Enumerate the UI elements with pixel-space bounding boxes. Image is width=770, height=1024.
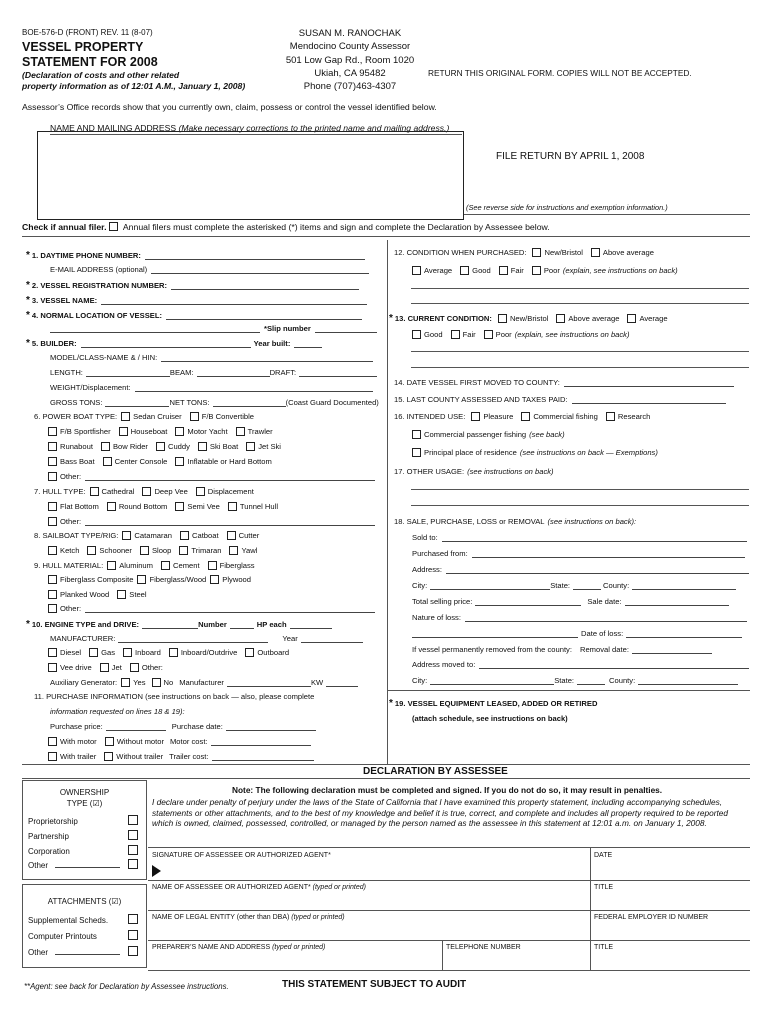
checkbox-q12-poor[interactable]: [532, 266, 541, 275]
annual-filer-checkbox[interactable]: [109, 222, 118, 231]
hull-row2: Flat Bottom Round Bottom Semi Vee Tunnel Hull: [48, 502, 286, 511]
attach-other-field[interactable]: [55, 947, 120, 955]
weight-field[interactable]: [135, 384, 373, 392]
checkbox-fiberglass-composite[interactable]: [48, 575, 57, 584]
checkbox-gas[interactable]: [89, 648, 98, 657]
assessee-name-field[interactable]: [152, 893, 588, 907]
purchase-date-field[interactable]: [226, 723, 316, 731]
address-moved-field[interactable]: [479, 661, 749, 669]
nature-loss-field-2[interactable]: [412, 630, 578, 638]
checkbox-fb-convertible[interactable]: [190, 412, 199, 421]
q15-last-county: 15. LAST COUNTY ASSESSED AND TAXES PAID:: [394, 395, 726, 404]
hull-other-field[interactable]: [85, 518, 375, 526]
sail-row2: Ketch Schooner Sloop Trimaran Yawl: [48, 546, 265, 555]
form-subtitle-line2: property information as of 12:01 A.M., January 1, 2008): [22, 81, 246, 91]
eng-row1: Diesel Gas Inboard Inboard/Outdrive Outboard: [48, 648, 297, 657]
location-field-2[interactable]: [50, 325, 260, 333]
sale-date-field[interactable]: [625, 598, 729, 606]
checkbox-pb-other[interactable]: [48, 472, 57, 481]
trailer-cost-field[interactable]: [212, 753, 314, 761]
date-loss-row: Date of loss:: [412, 629, 742, 638]
checkbox-flat-bottom[interactable]: [48, 502, 57, 511]
tons-row: GROSS TONS: NET TONS: (Coast Guard Documented): [50, 398, 379, 407]
checkbox-proprietorship[interactable]: [128, 815, 138, 825]
form-id: BOE-576-D (FRONT) REV. 11 (8-07): [22, 28, 153, 37]
assessor-title: Mendocino County Assessor: [289, 41, 411, 52]
net-tons-field[interactable]: [213, 399, 286, 407]
q16-intended-use: 16. INTENDED USE: Pleasure Commercial fishing Research: [394, 412, 651, 421]
checkbox-semi-vee[interactable]: [175, 502, 184, 511]
sold-to-field[interactable]: [442, 534, 747, 542]
aux-generator-row: Auxiliary Generator: Yes No Manufacturer KW: [50, 678, 358, 687]
checkbox-without-trailer[interactable]: [104, 752, 113, 761]
assessor-address1: 501 Low Gap Rd., Room 1020: [285, 55, 415, 66]
q10-engine: * 10. ENGINE TYPE and DRIVE: Number HP each: [26, 619, 332, 630]
address-moved-row: Address moved to:: [412, 660, 749, 669]
pb-row4: Bass Boat Center Console Inflatable or Hard Bottom: [48, 457, 280, 466]
declaration-note: Note: The following declaration must be completed and signed. If you do not do so, it may result in penalties.: [232, 785, 663, 795]
builder-field[interactable]: [81, 340, 251, 348]
state-field[interactable]: [573, 582, 601, 590]
year-built-field[interactable]: [294, 340, 322, 348]
ownership-title1: OWNERSHIP: [59, 788, 110, 797]
checkbox-with-motor[interactable]: [48, 737, 57, 746]
checkbox-jet[interactable]: [100, 663, 109, 672]
attach-other: Other: [28, 948, 49, 957]
q19-note: (attach schedule, see instructions on back): [412, 714, 568, 723]
checkbox-sedan-cruiser[interactable]: [121, 412, 130, 421]
draft-field[interactable]: [299, 369, 377, 377]
checkbox-inflatable[interactable]: [175, 457, 184, 466]
signature-field[interactable]: [164, 860, 588, 878]
checkbox-bow-rider[interactable]: [101, 442, 110, 451]
name-address-box[interactable]: [37, 131, 464, 220]
checkbox-inboard[interactable]: [123, 648, 132, 657]
q8-sailboat: 8. SAILBOAT TYPE/RIG: Catamaran Catboat Cutter: [34, 531, 260, 540]
annual-filer-row: Check if annual filer. Annual filers must complete the asterisked (*) items and sign and complete the Declaration by Assessee below.: [22, 222, 550, 232]
hull-other: Other:: [48, 517, 375, 526]
mat-other-field[interactable]: [85, 605, 375, 613]
sold-to-row: Sold to:: [412, 533, 747, 542]
checkbox-cutter[interactable]: [227, 531, 236, 540]
checkbox-outboard[interactable]: [245, 648, 254, 657]
email-field[interactable]: [151, 266, 369, 274]
checkbox-mat-other[interactable]: [48, 604, 57, 613]
q1-phone: * 1. DAYTIME PHONE NUMBER:: [26, 250, 365, 261]
checkbox-q13-average[interactable]: [627, 314, 636, 323]
preparer-title-label: TITLE: [594, 944, 614, 951]
checkbox-commercial-fishing[interactable]: [521, 412, 530, 421]
checkbox-q13-above[interactable]: [556, 314, 565, 323]
checkbox-plywood[interactable]: [210, 575, 219, 584]
checkbox-sloop[interactable]: [140, 546, 149, 555]
agent-note: **Agent: see back for Declaration by Assessee instructions.: [24, 982, 229, 991]
checkbox-aux-yes[interactable]: [121, 678, 130, 687]
manufacturer-row: MANUFACTURER: Year: [50, 634, 363, 643]
checkbox-vee-drive[interactable]: [48, 663, 57, 672]
address-field[interactable]: [446, 566, 749, 574]
checkbox-q13-fair[interactable]: [451, 330, 460, 339]
length-field[interactable]: [86, 369, 170, 377]
checkbox-planked-wood[interactable]: [48, 590, 57, 599]
return-notice: RETURN THIS ORIGINAL FORM. COPIES WILL NOT BE ACCEPTED.: [428, 68, 692, 78]
checkbox-q12-above[interactable]: [591, 248, 600, 257]
checkbox-aux-no[interactable]: [152, 678, 161, 687]
checkbox-q13-poor[interactable]: [484, 330, 493, 339]
q12-condition: 12. CONDITION WHEN PURCHASED: New/Bristol Above average: [394, 248, 654, 257]
county2-field[interactable]: [638, 677, 738, 685]
preparer-label: PREPARER’S NAME AND ADDRESS (typed or printed): [152, 944, 326, 951]
checkbox-supplemental[interactable]: [128, 914, 138, 924]
city2-row: City: State: County:: [412, 676, 738, 685]
generator-manufacturer-field[interactable]: [227, 679, 311, 687]
slip-row: *Slip number: [50, 324, 377, 333]
checkbox-own-other[interactable]: [128, 859, 138, 869]
q4-location: * 4. NORMAL LOCATION OF VESSEL:: [26, 310, 362, 321]
eng-row2: Vee drive Jet Other:: [48, 663, 171, 672]
q14-date-moved: 14. DATE VESSEL FIRST MOVED TO COUNTY:: [394, 378, 734, 387]
city-row: City: State: County:: [412, 581, 736, 590]
q5-builder: * 5. BUILDER: Year built:: [26, 338, 322, 349]
checkbox-engine-other[interactable]: [130, 663, 139, 672]
checkbox-attach-other[interactable]: [128, 946, 138, 956]
purchased-from-field[interactable]: [472, 550, 745, 558]
hp-field[interactable]: [290, 621, 332, 629]
checkbox-fb-sportfisher[interactable]: [48, 427, 57, 436]
form-title-line1: VESSEL PROPERTY: [22, 40, 144, 54]
date-loss-field[interactable]: [626, 630, 742, 638]
own-corporation: Corporation: [28, 847, 70, 856]
pb-other: Other:: [48, 472, 375, 481]
q3-vessel-name: * 3. VESSEL NAME:: [26, 295, 367, 306]
fein-label: FEDERAL EMPLOYER ID NUMBER: [594, 914, 709, 921]
checkbox-diesel[interactable]: [48, 648, 57, 657]
kw-field[interactable]: [326, 679, 358, 687]
q11-note: information requested on lines 18 & 19):: [50, 707, 185, 716]
checkbox-fiberglass-wood[interactable]: [137, 575, 146, 584]
checkbox-trawler[interactable]: [236, 427, 245, 436]
legal-entity-field[interactable]: [152, 923, 588, 937]
assessee-name-label: NAME OF ASSESSEE OR AUTHORIZED AGENT* (typed or printed): [152, 884, 366, 891]
motor-row: With motor Without motor Motor cost:: [48, 737, 311, 746]
engine-number-field[interactable]: [230, 621, 254, 629]
form-title-line2: STATEMENT FOR 2008: [22, 55, 158, 69]
checkbox-inboard-outdrive[interactable]: [169, 648, 178, 657]
own-partnership: Partnership: [28, 832, 69, 841]
fein-field[interactable]: [596, 923, 746, 937]
audit-notice: THIS STATEMENT SUBJECT TO AUDIT: [282, 979, 467, 990]
checkbox-yawl[interactable]: [229, 546, 238, 555]
dimensions-row: LENGTH: BEAM: DRAFT:: [50, 368, 377, 377]
checkbox-without-motor[interactable]: [105, 737, 114, 746]
records-note: Assessor’s Office records show that you currently own, claim, possess or control the vessel identified below.: [22, 102, 437, 112]
q16-principal-residence: Principal place of residence (see instructions on back — Exemptions): [412, 448, 658, 457]
own-other: Other: [28, 861, 49, 870]
checkbox-with-trailer[interactable]: [48, 752, 57, 761]
checkbox-catboat[interactable]: [180, 531, 189, 540]
purchase-row: Purchase price: Purchase date:: [50, 722, 316, 731]
checkbox-tunnel-hull[interactable]: [228, 502, 237, 511]
title-field[interactable]: [596, 893, 746, 907]
checkbox-center-console[interactable]: [103, 457, 112, 466]
location-field[interactable]: [166, 312, 362, 320]
checkbox-pleasure[interactable]: [471, 412, 480, 421]
signature-label: SIGNATURE OF ASSESSEE OR AUTHORIZED AGENT*: [152, 852, 331, 859]
manufacturer-field[interactable]: [118, 635, 268, 643]
address-label: NAME AND MAILING ADDRESS (Make necessary corrections to the printed name and mailing address.): [50, 123, 450, 133]
engine-year-field[interactable]: [301, 635, 363, 643]
date-moved-field[interactable]: [564, 379, 734, 387]
q17-other-usage: 17. OTHER USAGE: (see instructions on back): [394, 467, 554, 476]
pb-row3: Runabout Bow Rider Cuddy Ski Boat Jet Ski: [48, 442, 289, 451]
checkbox-computer-printouts[interactable]: [128, 930, 138, 940]
checkbox-round-bottom[interactable]: [107, 502, 116, 511]
attachments-title: ATTACHMENTS (☑): [47, 897, 122, 906]
q13-current-condition: * 13. CURRENT CONDITION: New/Bristol Above average Average: [389, 313, 668, 324]
selling-price-field[interactable]: [475, 598, 581, 606]
checkbox-deep-vee[interactable]: [142, 487, 151, 496]
model-row: MODEL/CLASS-NAME & / HIN:: [50, 353, 373, 362]
checkbox-q12-new[interactable]: [532, 248, 541, 257]
checkbox-q13-new[interactable]: [498, 314, 507, 323]
weight-row: WEIGHT/Displacement:: [50, 383, 373, 392]
checkbox-steel[interactable]: [117, 590, 126, 599]
date-label: DATE: [594, 852, 613, 859]
nature-loss-field[interactable]: [465, 614, 747, 622]
file-return-notice: FILE RETURN BY APRIL 1, 2008: [496, 151, 645, 162]
legal-entity-label: NAME OF LEGAL ENTITY (other than DBA) (typed or printed): [152, 914, 345, 921]
checkbox-q13-good[interactable]: [412, 330, 421, 339]
pb-row2: F/B Sportfisher Houseboat Motor Yacht Trawler: [48, 427, 281, 436]
checkbox-trimaran[interactable]: [179, 546, 188, 555]
checkbox-cathedral[interactable]: [90, 487, 99, 496]
own-other-field[interactable]: [55, 860, 120, 868]
date-field[interactable]: [596, 860, 746, 878]
see-reverse-note: (See reverse side for instructions and exemption information.): [466, 203, 668, 212]
checkbox-q12-average[interactable]: [412, 266, 421, 275]
title-label: TITLE: [594, 884, 614, 891]
trailer-row: With trailer Without trailer Trailer cost:: [48, 752, 314, 761]
checkbox-q12-good[interactable]: [460, 266, 469, 275]
checkbox-houseboat[interactable]: [119, 427, 128, 436]
selling-row: Total selling price: Sale date:: [412, 597, 729, 606]
checkbox-jet-ski[interactable]: [246, 442, 255, 451]
checkbox-displacement[interactable]: [196, 487, 205, 496]
beam-field[interactable]: [197, 369, 270, 377]
removed-row: If vessel permanently removed from the county: Removal date:: [412, 645, 712, 654]
checkbox-cement[interactable]: [161, 561, 170, 570]
motor-cost-field[interactable]: [211, 738, 311, 746]
checkbox-commercial-passenger[interactable]: [412, 430, 421, 439]
purchased-from-row: Purchased from:: [412, 549, 745, 558]
checkbox-research[interactable]: [606, 412, 615, 421]
q18-sale: 18. SALE, PURCHASE, LOSS or REMOVAL (see instructions on back):: [394, 517, 637, 526]
q12-row2: Average Good Fair Poor (explain, see instructions on back): [412, 266, 686, 275]
last-county-field[interactable]: [572, 396, 726, 404]
telephone-field[interactable]: [446, 953, 586, 967]
checkbox-aluminum[interactable]: [107, 561, 116, 570]
q13-row2: Good Fair Poor (explain, see instructions on back): [412, 330, 638, 339]
assessor-address2: Ukiah, CA 95482: [314, 68, 386, 79]
q19-equipment: * 19. VESSEL EQUIPMENT LEASED, ADDED OR RETIRED: [389, 698, 598, 709]
mat-row3: Planked Wood Steel: [48, 590, 155, 599]
gross-tons-field[interactable]: [105, 399, 169, 407]
checkbox-principal-residence[interactable]: [412, 448, 421, 457]
checkbox-catamaran[interactable]: [122, 531, 131, 540]
nature-loss-row: Nature of loss:: [412, 613, 747, 622]
checkbox-cuddy[interactable]: [156, 442, 165, 451]
mat-other: Other:: [48, 604, 375, 613]
assessor-phone: Phone (707)463-4307: [303, 81, 397, 92]
purchase-price-field[interactable]: [106, 723, 166, 731]
pb-other-field[interactable]: [85, 473, 375, 481]
county-field[interactable]: [632, 582, 736, 590]
engine-type-field[interactable]: [142, 621, 198, 629]
checkbox-fiberglass[interactable]: [208, 561, 217, 570]
preparer-field[interactable]: [152, 953, 440, 967]
phone-field[interactable]: [145, 252, 365, 260]
checkbox-ski-boat[interactable]: [198, 442, 207, 451]
checkbox-q12-fair[interactable]: [499, 266, 508, 275]
state2-field[interactable]: [577, 677, 605, 685]
checkbox-hull-other[interactable]: [48, 517, 57, 526]
checkbox-corporation[interactable]: [128, 845, 138, 855]
registration-field[interactable]: [171, 282, 359, 290]
checkbox-partnership[interactable]: [128, 830, 138, 840]
q16-commercial-passenger: Commercial passenger fishing (see back): [412, 430, 565, 439]
q7-hull-type: 7. HULL TYPE: Cathedral Deep Vee Displacement: [34, 487, 254, 496]
attach-supplemental: Supplemental Scheds.: [28, 916, 109, 925]
vessel-name-field[interactable]: [101, 297, 367, 305]
city-field[interactable]: [430, 582, 550, 590]
telephone-label: TELEPHONE NUMBER: [446, 944, 521, 951]
q9-hull-material: 9. HULL MATERIAL: Aluminum Cement Fiberglass: [34, 561, 255, 570]
slip-field[interactable]: [315, 325, 377, 333]
address-row: Address:: [412, 565, 749, 574]
checkbox-ketch[interactable]: [48, 546, 57, 555]
form-subtitle-line1: (Declaration of costs and other related: [22, 70, 180, 80]
declaration-title: DECLARATION BY ASSESSEE: [363, 766, 508, 777]
sign-here-arrow-icon: [152, 865, 161, 877]
q2-registration: * 2. VESSEL REGISTRATION NUMBER:: [26, 280, 359, 291]
model-field[interactable]: [161, 354, 373, 362]
q6-power-boat: 6. POWER BOAT TYPE: Sedan Cruiser F/B Convertible: [34, 412, 255, 421]
q11-purchase: 11. PURCHASE INFORMATION (see instructions on back — also, please complete: [34, 692, 315, 701]
preparer-title-field[interactable]: [596, 953, 746, 967]
own-proprietorship: Proprietorship: [28, 817, 78, 826]
mat-row2: Fiberglass Composite Fiberglass/Wood Plywood: [48, 575, 259, 584]
checkbox-runabout[interactable]: [48, 442, 57, 451]
checkbox-schooner[interactable]: [87, 546, 96, 555]
city2-field[interactable]: [430, 677, 554, 685]
checkbox-bass-boat[interactable]: [48, 457, 57, 466]
checkbox-motor-yacht[interactable]: [175, 427, 184, 436]
email-row: E-MAIL ADDRESS (optional): [50, 265, 369, 274]
declaration-oath: I declare under penalty of perjury under the laws of the State of California that I have examined this property statement, including accompanying schedules, statements or other attachments, and to the best of my knowledge and belief it is true, correct, and complete and includes all property required to be reported which is owned, claimed, possessed, controlled, or managed by the person named as the assessee in this statement at 12:01 a.m. on January 1, 2008.: [152, 797, 729, 828]
attach-computer: Computer Printouts: [28, 932, 97, 941]
ownership-title2: TYPE (☑): [66, 799, 103, 808]
removal-date-field[interactable]: [632, 646, 712, 654]
assessor-name: SUSAN M. RANOCHAK: [298, 28, 402, 39]
